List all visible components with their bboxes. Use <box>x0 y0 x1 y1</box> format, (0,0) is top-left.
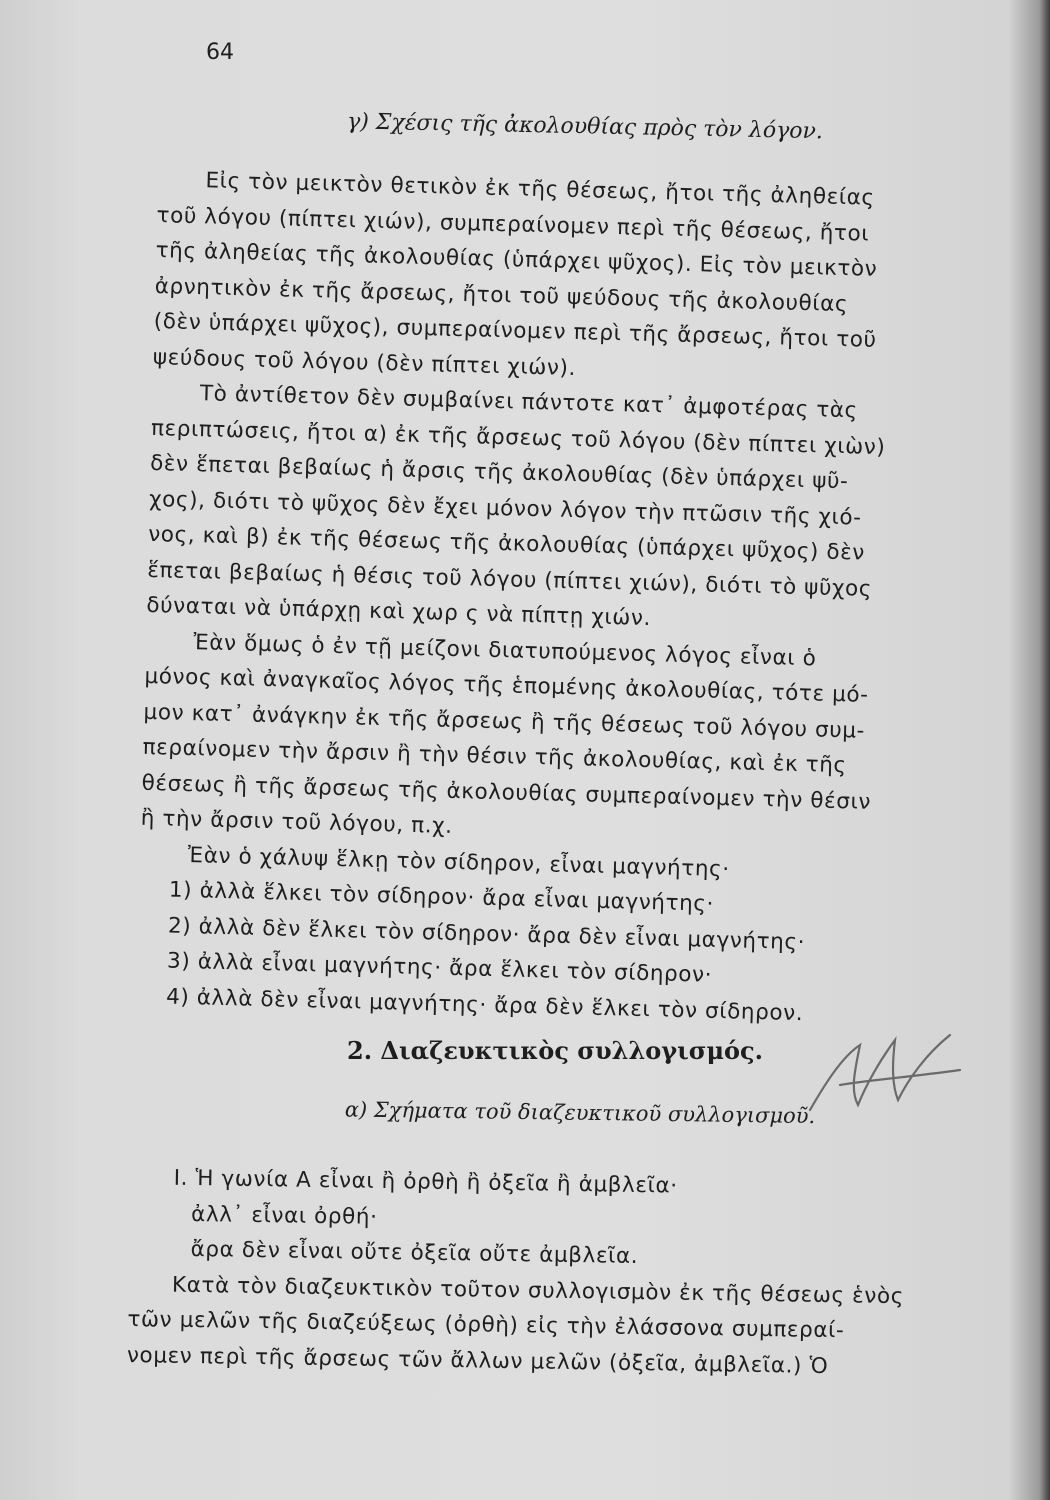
text-line: ἢ τὴν ἄρσιν τοῦ λόγου, π.χ. <box>140 805 453 839</box>
subsection-heading: γ) Σχέσις τῆς ἀκολουθίας πρὸς τὸν λόγον. <box>346 109 824 145</box>
text-line: 4) ἀλλὰ δὲν εἶναι μαγνήτης· ἄρα δὲν ἕλκει τὸν σίδηρον. <box>165 984 804 1026</box>
text-line: ἀλλ᾽ εἶναι ὀρθή· <box>190 1201 378 1230</box>
text-line: δύναται νὰ ὑπάρχῃ καὶ χωρ ς νὰ πίπτῃ χιών. <box>146 592 652 632</box>
text-line: νος, καὶ β) ἐκ τῆς θέσεως τῆς ἀκολουθίας (ὑπάρχει ψῦχος) δὲν <box>147 521 866 566</box>
text-line: 3) ἀλλὰ εἶναι μαγνήτης· ἄρα ἕλκει τὸν σίδηρον· <box>166 948 713 988</box>
text-line: τῆς ἀληθείας τῆς ἀκολουθίας (ὑπάρχει ψῦχος). Εἰς τὸν μεικτὸν <box>155 237 878 282</box>
text-line: ἕπεται βεβαίως ἡ θέσις τοῦ λόγου (πίπτει χιών), διότι τὸ ψῦχος <box>146 557 873 602</box>
text-line: ἄρα δὲν εἶναι οὔτε ὀξεῖα οὔτε ἀμβλεῖα. <box>190 1236 639 1269</box>
text-line: μον κατ᾽ ἀνάγκην ἐκ τῆς ἄρσεως ἢ τῆς θέσεως τοῦ λόγου συμ- <box>143 699 866 744</box>
section-heading: 2. Διαζευκτικὸς συλλογισμός. <box>347 1036 763 1065</box>
text-line: Ἐὰν ὅμως ὁ ἐν τῇ μείζονι διατυπούμενος λόγος εἶναι ὁ <box>193 629 817 671</box>
text-line: Κατὰ τὸν διαζευκτικὸν τοῦτον συλλογισμὸν ἐκ τῆς θέσεως ἑνὸς <box>171 1272 905 1309</box>
text-line: χος), διότι τὸ ψῦχος δὲν ἔχει μόνον λόγον τὴν πτῶσιν τῆς χιό- <box>148 486 862 531</box>
text-line: περαίνομεν τὴν ἄρσιν ἢ τὴν θέσιν τῆς ἀκολουθίας, καὶ ἐκ τῆς <box>142 734 848 779</box>
text-line: δὲν ἕπεται βεβαίως ἡ ἄρσις τῆς ἀκολουθίας (δὲν ὑπάρχει ψῦ- <box>149 450 849 495</box>
text-line: (δὲν ὑπάρχει ψῦχος), συμπεραίνομεν περὶ τῆς ἄρσεως, ἤτοι τοῦ <box>153 308 877 353</box>
text-line: Ἐὰν ὁ χάλυψ ἕλκῃ τὸν σίδηρον, εἶναι μαγνήτης· <box>187 842 731 882</box>
text-line: ἀρνητικὸν ἐκ τῆς ἄρσεως, ἤτοι τοῦ ψεύδους τῆς ἀκολουθίας <box>154 273 849 317</box>
body-text-block-2 <box>127 1160 980 1386</box>
text-line: θέσεως ἢ τῆς ἄρσεως τῆς ἀκολουθίας συμπεραίνομεν τὴν θέσιν <box>141 770 872 815</box>
text-line: 2) ἀλλὰ δὲν ἕλκει τὸν σίδηρον· ἄρα δὲν εἶναι μαγνήτης· <box>167 913 806 955</box>
body-text-block-1 <box>136 162 998 1036</box>
text-line: τῶν μελῶν τῆς διαζεύξεως (ὀρθὴ) εἰς τὴν ἐλάσσονα συμπεραί- <box>127 1306 845 1344</box>
text-line: Τὸ ἀντίθετον δὲν συμβαίνει πάντοτε κατ᾽ ἀμφοτέρας τὰς <box>199 381 859 424</box>
page-number: 64 <box>206 40 234 65</box>
sub-subsection-heading: α) Σχήματα τοῦ διαζευκτικοῦ συλλογισμοῦ. <box>344 1097 816 1129</box>
text-line: Εἰς τὸν μεικτὸν θετικὸν ἐκ τῆς θέσεως, ἤτοι τῆς ἀληθείας <box>205 168 876 211</box>
text-line: μόνος καὶ ἀναγκαῖος λόγος τῆς ἑπομένης ἀκολουθίας, τότε μό- <box>144 663 869 708</box>
text-line: ψεύδους τοῦ λόγου (δὲν πίπτει χιών). <box>152 344 577 381</box>
text-line: 1) ἀλλὰ ἕλκει τὸν σίδηρον· ἄρα εἶναι μαγνήτης· <box>168 877 715 917</box>
text-line: I. Ἡ γωνία Α εἶναι ἢ ὀρθὴ ἢ ὀξεῖα ἢ ἀμβλεῖα· <box>173 1165 678 1199</box>
text-line: νομεν περὶ τῆς ἄρσεως τῶν ἄλλων μελῶν (ὀξεῖα, ἀμβλεῖα.) Ὁ <box>126 1342 829 1379</box>
text-line: περιπτώσεις, ἤτοι α) ἐκ τῆς ἄρσεως τοῦ λόγου (δὲν πίπτει χιὼν) <box>150 415 886 460</box>
text-line: τοῦ λόγου (πίπτει χιών), συμπεραίνομεν περὶ τῆς θέσεως, ἤτοι <box>156 202 870 247</box>
